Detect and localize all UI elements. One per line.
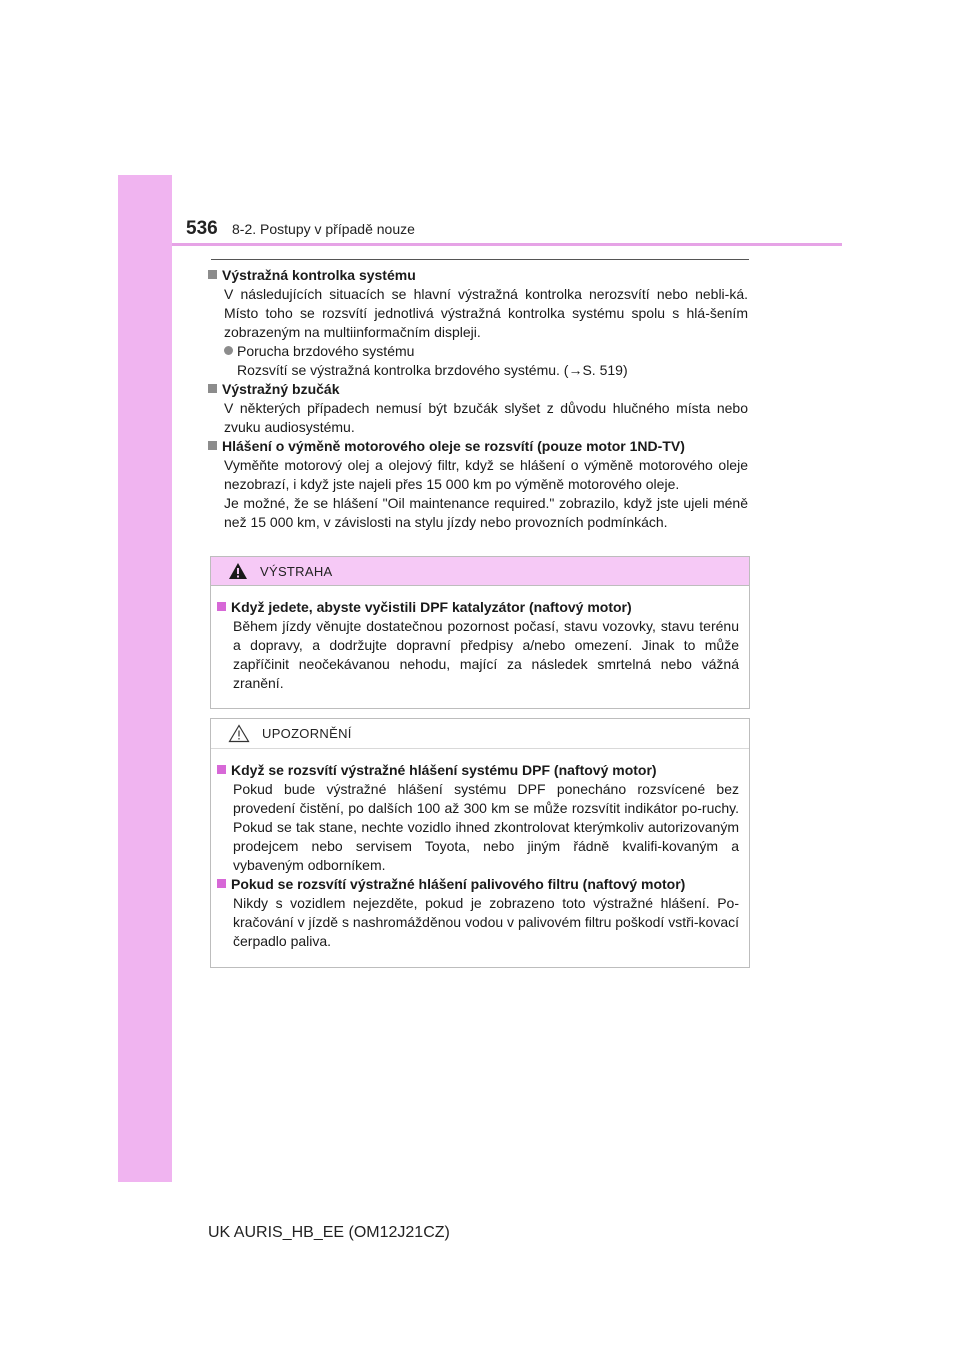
side-color-band (118, 175, 172, 1182)
warning-text: Během jízdy věnujte dostatečnou pozornost počasí, stavu vozovky, stavu terénu a dopravy, a dodržujte dopravní předpisy a/nebo omezení. Jinak to může zapříčinit neočekávanou nehodu, mající za následek smrtelná nebo vážná zranění. (233, 618, 739, 691)
square-bullet-icon (208, 270, 217, 279)
section-title: 8-2. Postupy v případě nouze (232, 221, 415, 237)
caution-heading: Pokud se rozsvítí výstražné hlášení palivového filtru (naftový motor) (217, 875, 739, 894)
round-bullet-icon (224, 346, 233, 355)
section-heading: Výstražný bzučák (208, 380, 748, 399)
page-number: 536 (186, 218, 218, 239)
caution-triangle-icon (228, 724, 250, 743)
caution-heading: Když se rozsvítí výstražné hlášení systému DPF (naftový motor) (217, 761, 739, 780)
header-rule (172, 243, 842, 246)
paragraph: Je možné, že se hlášení "Oil maintenance required." zobrazilo, když jste ujeli méně než 15 000 km, v závislosti na stylu jízdy nebo provozních podmínkách. (224, 495, 748, 530)
caution-text: Pokud bude výstražné hlášení systému DPF ponecháno rozsvícené bez provedení čistění, po dalších 100 až 300 km se může rozsvítit indikátor po-ruchy. Pokud se tak stane, nechte vozidlo ihned zkontrolovat kterýmkoliv autorizovaným prodejcem nebo servisem Toyota, nebo jiným řádně kvalifi-kovaným a vybaveným odborníkem. (233, 781, 739, 873)
paragraph: V následujících situacích se hlavní výstražná kontrolka nerozsvítí nebo nebli-ká. Místo toho se rozsvítí jednotlivá výstražná kontrolka systému spolu s hlá-šením zobrazeným na multiinformačním displeji. (224, 286, 748, 340)
warning-box (210, 556, 750, 709)
section-heading: Hlášení o výměně motorového oleje se rozsvítí (pouze motor 1ND-TV) (208, 437, 748, 456)
caution-box (210, 718, 750, 968)
warning-box-header (211, 557, 749, 586)
square-bullet-icon (217, 602, 226, 611)
section-heading: Výstražná kontrolka systému (208, 266, 748, 285)
caution-box-body (211, 749, 749, 967)
square-bullet-icon (208, 384, 217, 393)
warning-triangle-icon (228, 562, 248, 580)
bullet-body: Rozsvítí se výstražná kontrolka brzdového systému. (→S. 519) (237, 362, 628, 378)
square-bullet-icon (208, 441, 217, 450)
caution-label: UPOZORNĚNÍ (262, 726, 352, 741)
page-footer: UK AURIS_HB_EE (OM12J21CZ) (208, 1224, 450, 1241)
caution-box-header (211, 719, 749, 749)
arrow-right-icon: → (568, 362, 583, 378)
content-top-rule (211, 259, 749, 260)
warning-label: VÝSTRAHA (260, 563, 333, 579)
caution-text: Nikdy s vozidlem nejezděte, pokud je zobrazeno toto výstražné hlášení. Po-kračování v jízdě s nashromážděnou vodou v palivovém filtru poškodí vstři-kovací čerpadlo paliva. (233, 895, 739, 949)
main-content (208, 266, 748, 532)
paragraph: V některých případech nemusí být bzučák slyšet z důvodu hlučného místa nebo zvuku audiosystému. (224, 400, 748, 435)
warning-heading: Když jedete, abyste vyčistili DPF katalyzátor (naftový motor) (217, 598, 739, 617)
warning-box-body (211, 586, 749, 708)
paragraph: Vyměňte motorový olej a olejový filtr, když se hlášení o výměně motorového oleje nezobrazí, i když jste najeli přes 15 000 km po výměně motorového oleje. (224, 457, 748, 492)
square-bullet-icon (217, 765, 226, 774)
square-bullet-icon (217, 879, 226, 888)
bullet-item: Porucha brzdového systému (208, 342, 748, 361)
